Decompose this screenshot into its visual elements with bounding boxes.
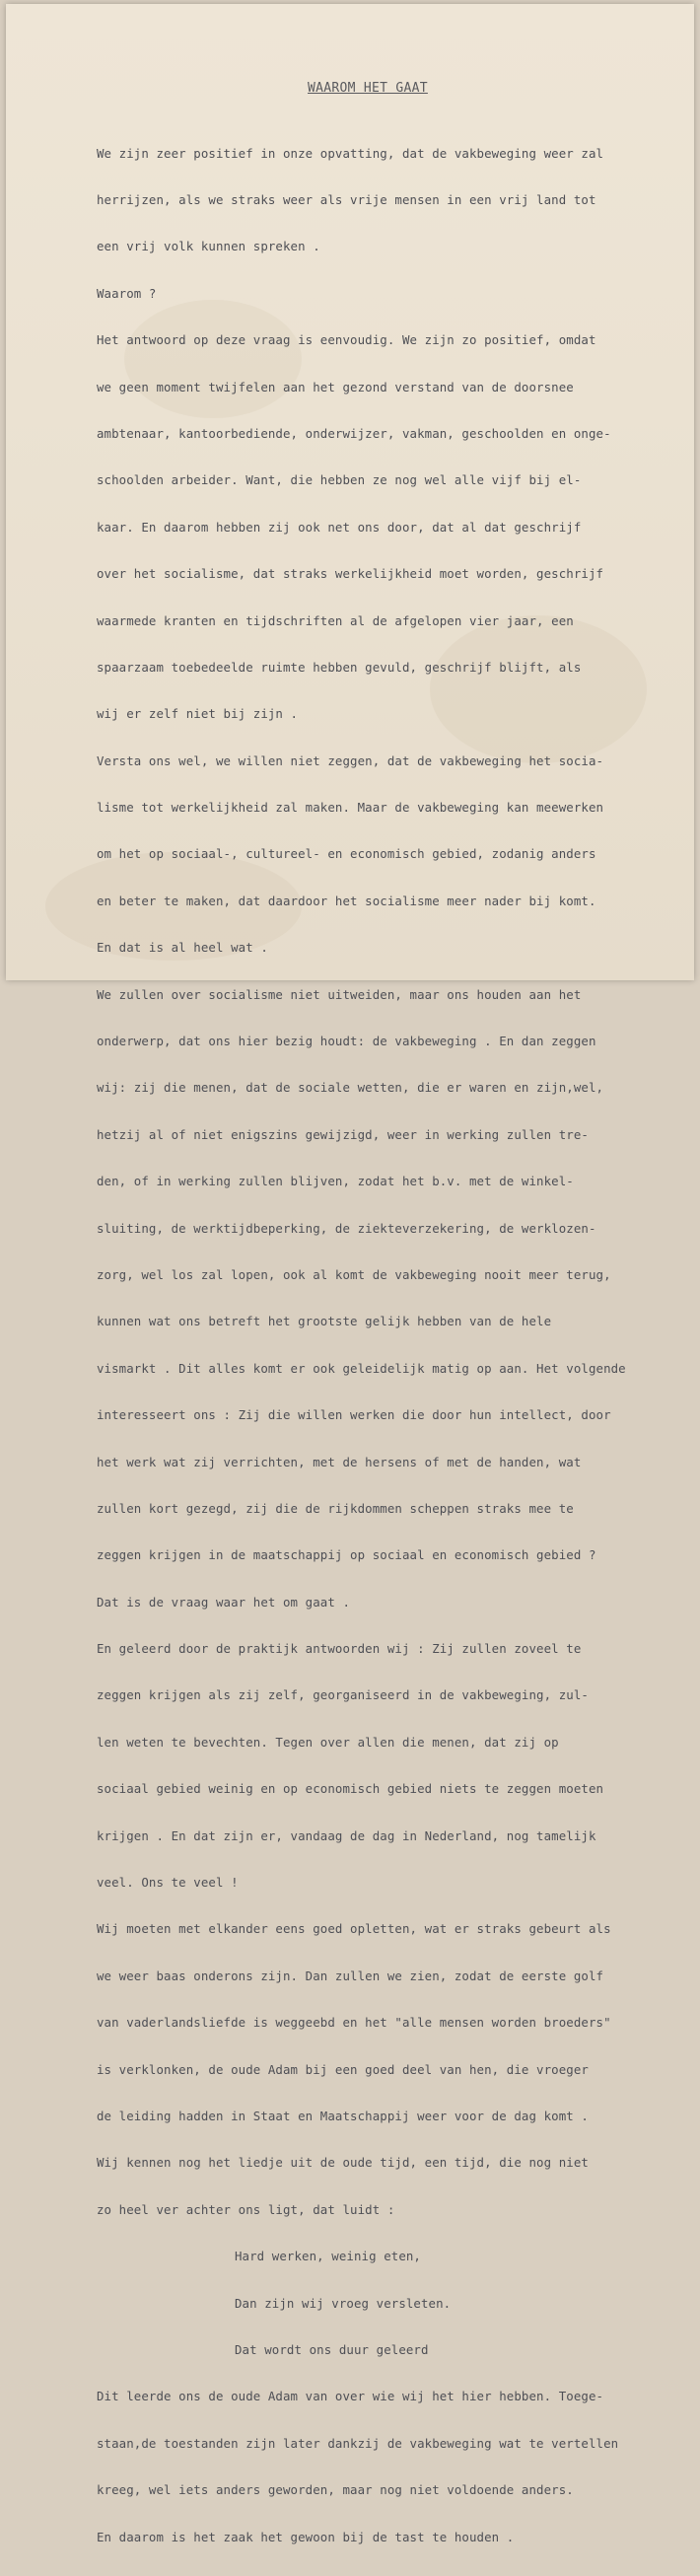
body-line: Dat is de vraag waar het om gaat . bbox=[97, 1594, 351, 1610]
poem-line: Hard werken, weinig eten, bbox=[235, 2249, 421, 2264]
poem-line: Dat wordt ons duur geleerd bbox=[235, 2341, 429, 2357]
document-title: WAAROM HET GAAT bbox=[308, 81, 428, 96]
body-line: om het op sociaal-, cultureel- en economisch gebied, zodanig anders bbox=[97, 846, 596, 862]
document-body bbox=[97, 114, 688, 2576]
closing-line: En daarom is het zaak het gewoon bij de tast te houden . bbox=[97, 2529, 515, 2544]
body-line: Versta ons wel, we willen niet zeggen, dat de vakbeweging het socia- bbox=[97, 752, 604, 768]
body-line: onderwerp, dat ons hier bezig houdt: de vakbeweging . En dan zeggen bbox=[97, 1034, 596, 1049]
body-line: de leiding hadden in Staat en Maatschappij weer voor de dag komt . bbox=[97, 2109, 589, 2123]
body-line: ambtenaar, kantoorbediende, onderwijzer, vakman, geschoolden en onge- bbox=[97, 425, 611, 441]
body-line: interesseert ons : Zij die willen werken die door hun intellect, door bbox=[97, 1407, 611, 1423]
body-line: vismarkt . Dit alles komt er ook geleidelijk matig op aan. Het volgende bbox=[97, 1360, 626, 1376]
body-line: lisme tot werkelijkheid zal maken. Maar de vakbeweging kan meewerken bbox=[97, 800, 604, 816]
body-line: krijgen . En dat zijn er, vandaag de dag in Nederland, nog tamelijk bbox=[97, 1827, 596, 1843]
body-line: kunnen wat ons betreft het grootste gelijk hebben van de hele bbox=[97, 1314, 552, 1329]
body-line: wij: zij die menen, dat de sociale wetten, die er waren en zijn,wel, bbox=[97, 1080, 604, 1096]
body-line: is verklonken, de oude Adam bij een goed deel van hen, die vroeger bbox=[97, 2061, 589, 2077]
poem-line: Dan zijn wij vroeg versleten. bbox=[235, 2295, 452, 2311]
body-line: veel. Ons te veel ! bbox=[97, 1875, 239, 1891]
body-line: We zijn zeer positief in onze opvatting, dat de vakbeweging weer zal bbox=[97, 145, 604, 161]
body-line: zullen kort gezegd, zij die de rijkdommen scheppen straks mee te bbox=[97, 1500, 574, 1516]
body-line: En dat is al heel wat . bbox=[97, 940, 268, 956]
body-line: spaarzaam toebedeelde ruimte hebben gevuld, geschrijf blijft, als bbox=[97, 659, 582, 675]
body-line: Wij kennen nog het liedje uit de oude tijd, een tijd, die nog niet bbox=[97, 2155, 589, 2171]
closing-line: Dit leerde ons de oude Adam van over wie wij het hier hebben. Toege- bbox=[97, 2389, 604, 2404]
closing-line: staan,de toestanden zijn later dankzij de vakbeweging wat te vertellen bbox=[97, 2435, 619, 2451]
body-line: Het antwoord op deze vraag is eenvoudig. We zijn zo positief, omdat bbox=[97, 332, 596, 348]
body-line: zorg, wel los zal lopen, ook al komt de vakbeweging nooit meer terug, bbox=[97, 1266, 611, 1282]
body-line: we weer baas onderons zijn. Dan zullen we zien, zodat de eerste golf bbox=[97, 1968, 604, 1983]
body-line: en beter te maken, dat daardoor het socialisme meer nader bij komt. bbox=[97, 893, 596, 908]
body-line: kaar. En daarom hebben zij ook net ons door, dat al dat geschrijf bbox=[97, 519, 582, 535]
body-line: sociaal gebied weinig en op economisch gebied niets te zeggen moeten bbox=[97, 1781, 604, 1797]
body-line: wij er zelf niet bij zijn . bbox=[97, 706, 299, 722]
body-line: we geen moment twijfelen aan het gezond verstand van de doorsnee bbox=[97, 379, 574, 394]
body-line: herrijzen, als we straks weer als vrije mensen in een vrij land tot bbox=[97, 191, 596, 207]
body-line: een vrij volk kunnen spreken . bbox=[97, 239, 320, 254]
body-line: zeggen krijgen als zij zelf, georganiseerd in de vakbeweging, zul- bbox=[97, 1687, 589, 1703]
body-line: over het socialisme, dat straks werkelijkheid moet worden, geschrijf bbox=[97, 566, 604, 582]
body-line: En geleerd door de praktijk antwoorden wij : Zij zullen zoveel te bbox=[97, 1641, 582, 1657]
body-line: schoolden arbeider. Want, die hebben ze nog wel alle vijf bij el- bbox=[97, 472, 582, 488]
body-line: zeggen krijgen in de maatschappij op sociaal en economisch gebied ? bbox=[97, 1547, 596, 1563]
body-line: hetzij al of niet enigszins gewijzigd, weer in werking zullen tre- bbox=[97, 1126, 589, 1142]
body-line: We zullen over socialisme niet uitweiden, maar ons houden aan het bbox=[97, 986, 582, 1002]
body-line: zo heel ver achter ons ligt, dat luidt : bbox=[97, 2201, 395, 2217]
document-page bbox=[6, 4, 694, 2544]
body-line: van vaderlandsliefde is weggeebd en het "alle mensen worden broeders" bbox=[97, 2015, 611, 2031]
body-line: len weten te bevechten. Tegen over allen die menen, dat zij op bbox=[97, 1734, 559, 1750]
closing-line: kreeg, wel iets anders geworden, maar nog niet voldoende anders. bbox=[97, 2482, 574, 2498]
body-line: sluiting, de werktijdbeperking, de ziekteverzekering, de werklozen- bbox=[97, 1220, 596, 1236]
body-line: Waarom ? bbox=[97, 285, 157, 301]
body-line: den, of in werking zullen blijven, zodat het b.v. met de winkel- bbox=[97, 1174, 574, 1189]
body-line: het werk wat zij verrichten, met de hersens of met de handen, wat bbox=[97, 1454, 582, 1469]
body-line: Wij moeten met elkander eens goed opletten, wat er straks gebeurt als bbox=[97, 1921, 611, 1937]
body-line: waarmede kranten en tijdschriften al de afgelopen vier jaar, een bbox=[97, 612, 574, 628]
